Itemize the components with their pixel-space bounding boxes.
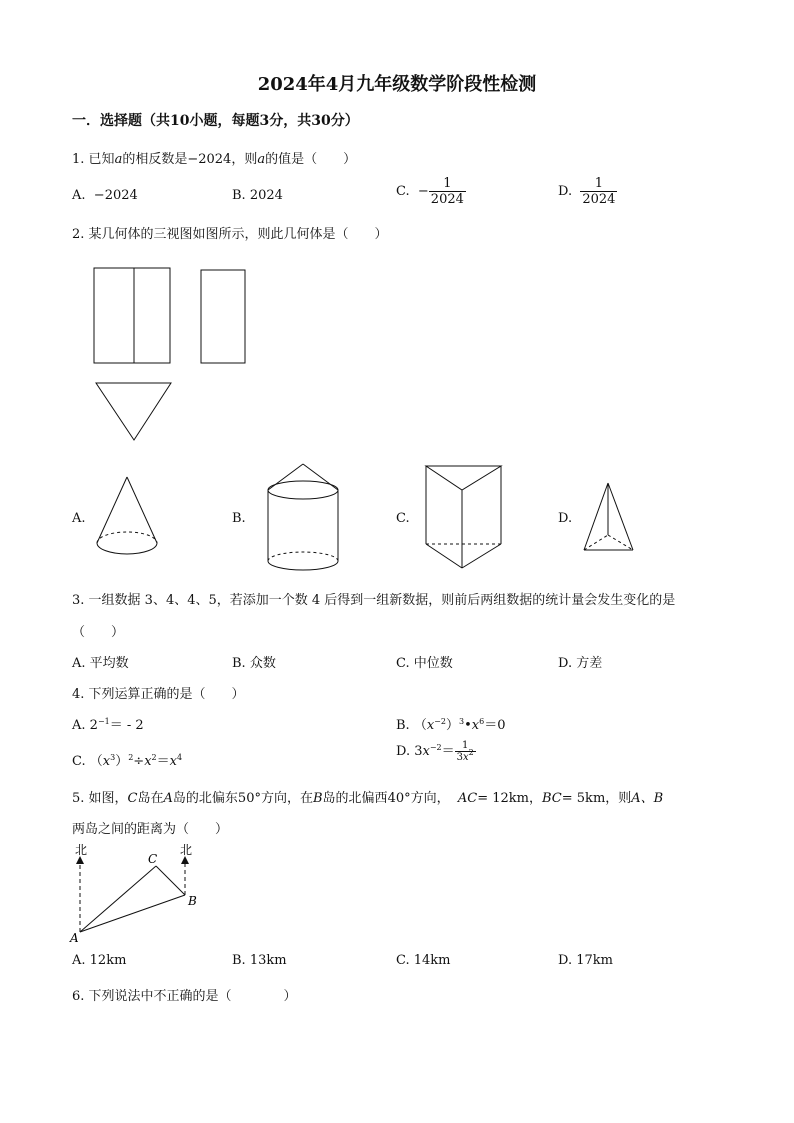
q3-option-a: A. 平均数 <box>72 656 129 671</box>
q4-option-a: A. $2^{-1}= - 2$ <box>72 717 144 733</box>
q4-option-c: C. $(x^3)^2\div x^2=x^4$ <box>72 753 183 769</box>
q2-option-a: A. <box>72 511 86 526</box>
question-6: 6. 下列说法中不正确的是（ ） <box>72 989 297 1004</box>
q1-option-a: A. −2024 <box>72 188 138 203</box>
segment-cb <box>156 866 185 895</box>
q5-option-a: A. 12km <box>72 953 127 968</box>
question-2: 2. 某几何体的三视图如图所示，则此几何体是（ ） <box>72 227 388 242</box>
question-4: 4. 下列运算正确的是（ ） <box>72 687 245 702</box>
page-title: 2024年4月九年级数学阶段性检测 <box>257 74 537 95</box>
top-view <box>96 383 171 440</box>
cone-figure <box>97 477 157 554</box>
q5-option-c: C. 14km <box>396 953 451 968</box>
q1-option-b: B. 2024 <box>232 188 283 203</box>
segment-ac <box>80 866 156 932</box>
q2-option-b: B. <box>232 511 246 526</box>
pyramid-figure <box>584 483 633 550</box>
front-view <box>94 268 170 363</box>
section-heading: 一．选择题（共10小题，每题3分，共30分） <box>72 113 359 129</box>
question-3-paren: （ ） <box>72 625 125 640</box>
side-view <box>201 270 245 363</box>
point-label-c: C <box>148 852 158 866</box>
q4-option-d: D. $3x^{-2}=$ $\frac{1}{3x^2}$ <box>396 740 474 763</box>
q5-option-b: B. 13km <box>232 953 287 968</box>
north-label-b: 北 <box>180 843 193 857</box>
prism-figure <box>426 466 501 568</box>
q2-option-c: C. <box>396 511 410 526</box>
q4-option-b: B. $(x^{-2})^3•x^6=0$ <box>396 717 506 733</box>
question-5: 5. 如图，C岛在A岛的北偏东50°方向，在B岛的北偏西40°方向， AC= 12km，BC= 5km，则A、B <box>72 791 664 806</box>
q1-option-d: D. $\frac{1}{2024}$ <box>558 176 616 207</box>
point-label-b: B <box>188 894 197 908</box>
question-5-line2: 两岛之间的距离为（ ） <box>72 822 229 837</box>
q3-option-b: B. 众数 <box>232 656 276 671</box>
question-1: 1. 已知a的相反数是−2024，则a的值是（ ） <box>72 152 357 167</box>
segment-ab <box>80 895 185 932</box>
q5-option-d: D. 17km <box>558 953 613 968</box>
q3-option-d: D. 方差 <box>558 656 603 671</box>
cylinder-cone-figure <box>268 464 338 570</box>
question-3: 3. 一组数据 3、4、4、5，若添加一个数 4 后得到一组新数据，则前后两组数据的统计量会发生变化的是 <box>72 593 676 608</box>
q1-option-c: C. − $\frac{1}{2024}$ <box>396 176 464 207</box>
q2-option-d: D. <box>558 511 573 526</box>
north-label-a: 北 <box>75 843 88 857</box>
point-label-a: A <box>70 931 79 945</box>
q3-option-c: C. 中位数 <box>396 656 453 671</box>
